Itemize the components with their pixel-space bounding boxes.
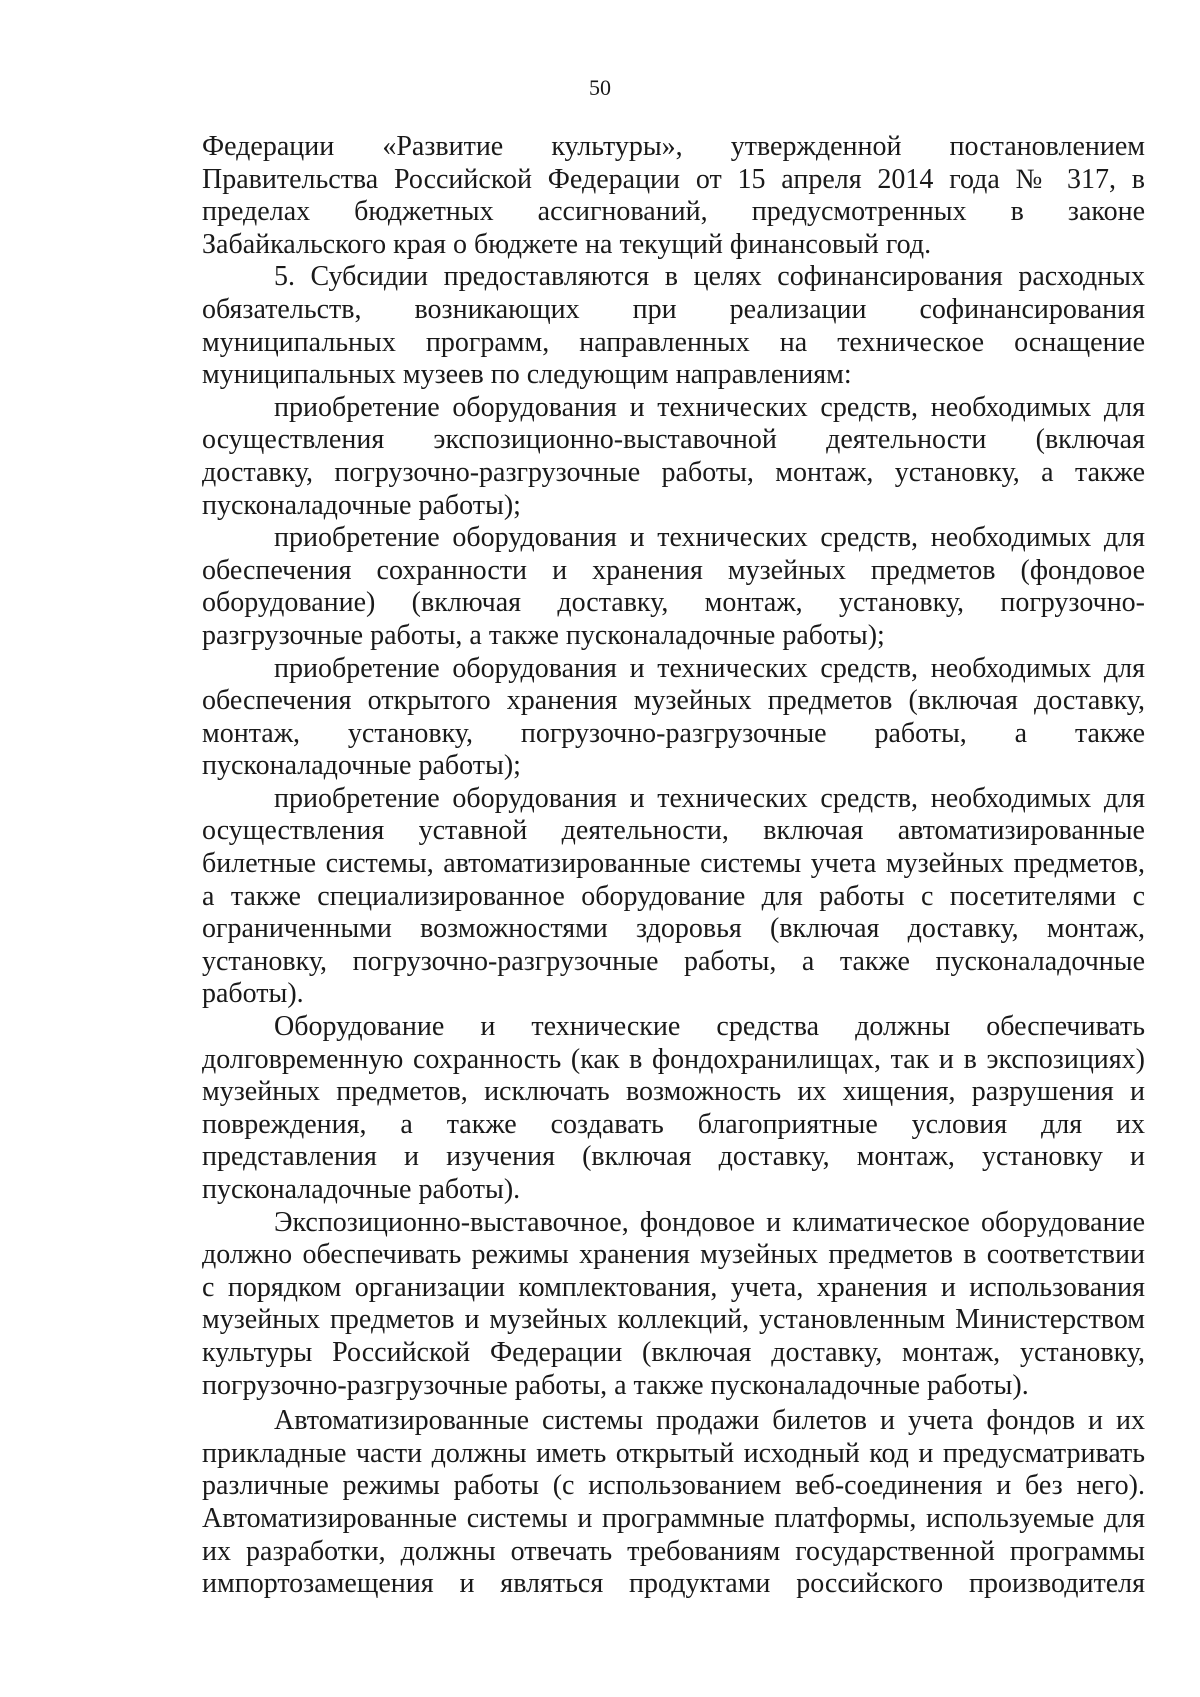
text-line: культуры Российской Федерации (включая доставку, монтаж, установку, <box>202 1336 1145 1368</box>
text-line: оборудование) (включая доставку, монтаж, установку, погрузочно- <box>202 587 1145 619</box>
text-line: музейных предметов и музейных коллекций, установленным Министерством <box>202 1304 1145 1336</box>
text-line: обязательств, возникающих при реализации софинансирования <box>202 293 1145 325</box>
text-line: билетные системы, автоматизированные системы учета музейных предметов, <box>202 848 1145 880</box>
text-line: повреждения, а также создавать благоприятные условия для их <box>202 1108 1145 1140</box>
text-line: приобретение оборудования и технических средств, необходимых для <box>274 652 1145 684</box>
text-line: приобретение оборудования и технических средств, необходимых для <box>274 391 1145 423</box>
paragraph <box>202 261 1145 391</box>
paragraph <box>202 783 1145 1011</box>
text-line: доставку, погрузочно-разгрузочные работы, монтаж, установку, а также <box>202 456 1145 488</box>
text-line: осуществления уставной деятельности, включая автоматизированные <box>202 815 1145 847</box>
text-line: монтаж, установку, погрузочно-разгрузочные работы, а также <box>202 717 1145 749</box>
text-line: погрузочно-разгрузочные работы, а также пусконаладочные работы). <box>202 1369 1029 1401</box>
text-line: разгрузочные работы, а также пусконаладочные работы); <box>202 619 885 651</box>
text-line: установку, погрузочно-разгрузочные работы, а также пусконаладочные <box>202 945 1145 977</box>
text-line: работы). <box>202 978 304 1010</box>
page-number: 50 <box>589 75 611 100</box>
text-line: прикладные части должны иметь открытый исходный код и предусматривать <box>202 1437 1145 1469</box>
text-line: с порядком организации комплектования, учета, хранения и использования <box>202 1271 1145 1303</box>
text-line: муниципальных программ, направленных на техническое оснащение <box>202 326 1145 358</box>
paragraph <box>202 131 1145 261</box>
text-line: 5. Субсидии предоставляются в целях софинансирования расходных <box>274 261 1145 293</box>
text-line: муниципальных музеев по следующим направлениям: <box>202 359 852 391</box>
text-line: представления и изучения (включая доставку, монтаж, установку и <box>202 1141 1145 1173</box>
text-line: а также специализированное оборудование для работы с посетителями с <box>202 880 1145 912</box>
text-line: пусконаладочные работы). <box>202 1174 521 1205</box>
text-line: импортозамещения и являться продуктами российского производителя <box>202 1568 1145 1600</box>
text-line: различные режимы работы (с использованием веб-соединения и без него). <box>202 1470 1145 1502</box>
text-line: пусконаладочные работы); <box>202 489 521 521</box>
text-line: приобретение оборудования и технических средств, необходимых для <box>274 522 1145 554</box>
text-line: пусконаладочные работы); <box>202 750 521 782</box>
text-line: обеспечения сохранности и хранения музейных предметов (фондовое <box>202 554 1145 586</box>
document-body <box>202 131 1145 1601</box>
text-line: ограниченными возможностями здоровья (включая доставку, монтаж, <box>202 913 1145 945</box>
text-line: Автоматизированные системы и программные платформы, используемые для <box>202 1502 1145 1534</box>
text-line: пределах бюджетных ассигнований, предусмотренных в законе <box>202 196 1145 228</box>
text-line: Автоматизированные системы продажи билетов и учета фондов и их <box>274 1405 1145 1437</box>
text-line: Правительства Российской Федерации от 15 апреля 2014 года № 317, в <box>202 163 1145 195</box>
text-line: музейных предметов, исключать возможность их хищения, разрушения и <box>202 1076 1145 1108</box>
text-line: Забайкальского края о бюджете на текущий финансовый год. <box>202 228 932 260</box>
text-line: приобретение оборудования и технических средств, необходимых для <box>274 782 1145 814</box>
text-line: должно обеспечивать режимы хранения музейных предметов в соответствии <box>202 1239 1145 1271</box>
text-line: их разработки, должны отвечать требованиям государственной программы <box>202 1535 1145 1567</box>
paragraph <box>202 1011 1145 1207</box>
paragraph <box>202 1207 1145 1403</box>
paragraph <box>202 522 1145 652</box>
paragraph <box>202 392 1145 522</box>
paragraph <box>202 653 1145 783</box>
text-line: осуществления экспозиционно-выставочной деятельности (включая <box>202 424 1145 456</box>
text-line: Оборудование и технические средства должны обеспечивать <box>274 1011 1145 1043</box>
text-line: Федерации «Развитие культуры», утвержденной постановлением <box>202 131 1145 162</box>
text-line: обеспечения открытого хранения музейных предметов (включая доставку, <box>202 685 1145 717</box>
text-line: Экспозиционно-выставочное, фондовое и климатическое оборудование <box>274 1206 1145 1238</box>
text-line: долговременную сохранность (как в фондохранилищах, так и в экспозициях) <box>202 1043 1145 1075</box>
paragraph <box>202 1405 1145 1601</box>
